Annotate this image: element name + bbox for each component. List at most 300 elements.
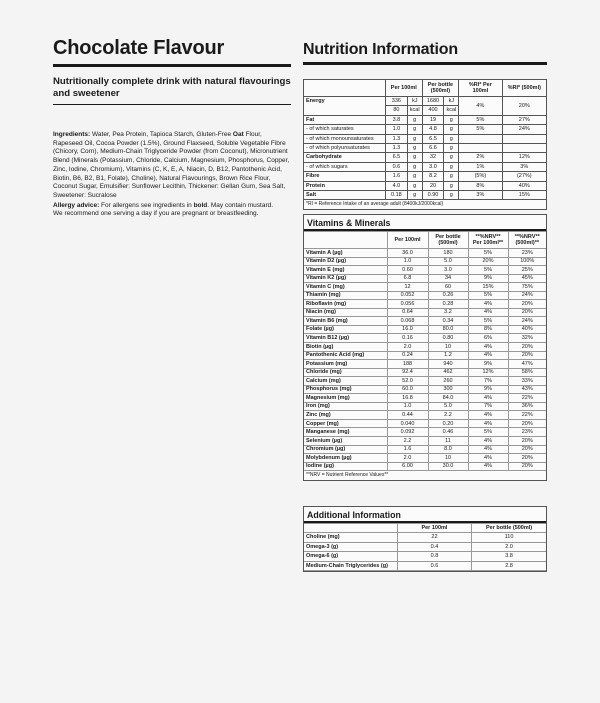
vitamin-per-100ml: 16.8 <box>387 394 428 403</box>
vitamin-per-100ml: 2.0 <box>387 343 428 352</box>
vitamin-label: Iodine (µg) <box>304 462 387 471</box>
vitamin-nrv-100ml: 4% <box>468 437 508 446</box>
additional-per-bottle: 2.8 <box>472 561 546 570</box>
nutrient-unit: g <box>407 191 422 200</box>
vitamin-nrv-bottle: 20% <box>508 300 546 309</box>
vitamin-label: Thiamin (mg) <box>304 291 387 300</box>
vitamin-row <box>304 351 546 360</box>
vitamin-per-bottle: 5.0 <box>428 402 468 411</box>
vitamin-nrv-bottle: 22% <box>508 394 546 403</box>
additional-per-100ml: 0.4 <box>397 542 471 551</box>
additional-label: Omega-6 (g) <box>304 552 397 561</box>
vitamin-nrv-100ml: 4% <box>468 411 508 420</box>
vitamin-per-100ml: 2.0 <box>387 454 428 463</box>
vitamin-label: Vitamin K2 (µg) <box>304 274 387 283</box>
header-cell: Per 100ml <box>387 232 428 249</box>
vitamin-label: Calcium (mg) <box>304 377 387 386</box>
vitamins-header-row <box>304 232 546 249</box>
allergy-post: . May contain mustard. <box>207 201 274 209</box>
vitamin-row <box>304 385 546 394</box>
ingredients-allergen: Oat <box>232 131 244 138</box>
nutrient-unit: g <box>444 172 459 181</box>
nutrient-unit: g <box>407 172 422 181</box>
vitamin-nrv-bottle: 24% <box>508 291 546 300</box>
additional-per-bottle: 110 <box>472 533 546 542</box>
nutrient-label: - of which saturates <box>304 125 386 134</box>
vitamins-table <box>304 231 546 471</box>
vitamin-nrv-bottle: 20% <box>508 445 546 454</box>
nutrient-row <box>304 181 547 190</box>
additional-row <box>304 542 546 551</box>
nutrient-unit: g <box>407 115 422 124</box>
nutrient-unit: g <box>444 181 459 190</box>
vitamins-minerals-panel <box>303 214 547 481</box>
nutrient-row <box>304 153 547 162</box>
vitamin-per-100ml: 0.24 <box>387 351 428 360</box>
additional-per-100ml: 22 <box>397 533 471 542</box>
nutrient-row <box>304 144 547 153</box>
additional-label: Medium-Chain Triglycerides (g) <box>304 561 397 570</box>
additional-row <box>304 561 546 570</box>
nutrient-label: Protein <box>304 181 386 190</box>
vitamin-per-bottle: 0.20 <box>428 419 468 428</box>
nutrient-per-100ml: 1.3 <box>385 144 407 153</box>
vitamin-nrv-100ml: 5% <box>468 317 508 326</box>
nutrient-ri-100ml: (5%) <box>459 172 502 181</box>
vitamin-row <box>304 291 546 300</box>
vitamin-label: Vitamin C (mg) <box>304 283 387 292</box>
vitamin-label: Iron (mg) <box>304 402 387 411</box>
vitamin-per-bottle: 80.0 <box>428 325 468 334</box>
additional-label: Choline (mg) <box>304 533 397 542</box>
vitamin-row <box>304 308 546 317</box>
additional-header-row <box>304 524 546 533</box>
vitamin-per-100ml: 0.64 <box>387 308 428 317</box>
nutrition-rule <box>303 62 547 65</box>
vitamin-nrv-100ml: 20% <box>468 257 508 266</box>
nutrient-per-bottle: 8.2 <box>422 172 444 181</box>
vitamin-label: Vitamin E (mg) <box>304 266 387 275</box>
vitamin-row <box>304 360 546 369</box>
vitamin-nrv-100ml: 5% <box>468 291 508 300</box>
header-cell: %RI* Per 100ml <box>459 80 502 97</box>
vitamin-per-100ml: 188 <box>387 360 428 369</box>
vitamin-nrv-bottle: 25% <box>508 266 546 275</box>
vitamin-nrv-100ml: 7% <box>468 402 508 411</box>
nutrient-per-100ml: 1.0 <box>385 125 407 134</box>
energy-kj-unit: kJ <box>444 97 459 106</box>
tagline-rule <box>53 104 291 105</box>
nutrient-per-100ml: 1.3 <box>385 134 407 143</box>
additional-table <box>304 523 546 571</box>
vitamin-per-100ml: 0.052 <box>387 291 428 300</box>
energy-kcal-unit: kcal <box>407 106 422 115</box>
vitamin-per-bottle: 940 <box>428 360 468 369</box>
vitamin-nrv-100ml: 7% <box>468 377 508 386</box>
vitamin-row <box>304 402 546 411</box>
energy-kcal-bottle: 400 <box>422 106 444 115</box>
additional-per-bottle: 3.8 <box>472 552 546 561</box>
allergy-advice <box>53 202 291 211</box>
title-rule <box>53 64 291 67</box>
additional-per-100ml: 0.6 <box>397 561 471 570</box>
vitamin-row <box>304 462 546 471</box>
nutrient-ri-100ml: 3% <box>459 191 502 200</box>
vitamin-per-bottle: 2.2 <box>428 411 468 420</box>
vitamin-row <box>304 317 546 326</box>
ingredients-pre: Water, Pea Protein, Tapioca Starch, Gluten-Free <box>90 131 233 138</box>
vitamin-label: Riboflavin (mg) <box>304 300 387 309</box>
additional-row <box>304 552 546 561</box>
vitamin-per-bottle: 34 <box>428 274 468 283</box>
additional-per-bottle: 2.0 <box>472 542 546 551</box>
recommendation: We recommend one serving a day if you are pregnant or breastfeeding. <box>53 210 259 218</box>
energy-label: Energy <box>304 97 386 116</box>
energy-kj-unit: kJ <box>407 97 422 106</box>
vitamin-per-bottle: 0.46 <box>428 428 468 437</box>
vitamin-nrv-100ml: 4% <box>468 454 508 463</box>
header-cell: **%NRV** Per 100ml** <box>468 232 508 249</box>
nutrient-ri-bottle: (27%) <box>502 172 546 181</box>
vitamin-row <box>304 300 546 309</box>
vitamin-row <box>304 249 546 258</box>
ingredients-post: Flour, Rapeseed Oil, Cocoa Powder (1.5%), Ground Flaxseed, Soluble Vegetable Fibre (Chicory, Corn), Medium-Chain Triglyceride Powder (from Coconut), Micronutrient Blend (Minerals (Potassium, Chloride, Calcium, Magnesium, Phosphorus, Copper, Zinc, Iodine, Chromium), Vitamins (C, K, E, A, Niacin, D, B12, Pantothenic Acid, Biotin, B6, B2, B1, Folate), Choline), Natural Flavourings, Brown Rice Flour, Coconut Sugar, Emulsifier: Sunflower Lecithin, Thickener: Gellan Gum, Sea Salt, Sweetener: Sucralose <box>53 131 290 199</box>
vitamin-per-bottle: 1.2 <box>428 351 468 360</box>
vitamin-nrv-100ml: 4% <box>468 308 508 317</box>
vitamin-label: Zinc (mg) <box>304 411 387 420</box>
vitamin-nrv-100ml: 4% <box>468 300 508 309</box>
vitamin-row <box>304 257 546 266</box>
vitamin-per-100ml: 16.0 <box>387 325 428 334</box>
vitamin-per-100ml: 60.0 <box>387 385 428 394</box>
vitamin-per-bottle: 3.0 <box>428 266 468 275</box>
vitamin-nrv-100ml: 12% <box>468 368 508 377</box>
vitamin-row <box>304 419 546 428</box>
nutrient-ri-bottle: 24% <box>502 125 546 134</box>
nutrient-per-bottle: 3.0 <box>422 162 444 171</box>
vitamin-nrv-100ml: 4% <box>468 419 508 428</box>
vitamin-per-100ml: 36.0 <box>387 249 428 258</box>
nutrient-unit: g <box>444 115 459 124</box>
vitamin-nrv-100ml: 8% <box>468 325 508 334</box>
vitamin-per-100ml: 12 <box>387 283 428 292</box>
header-cell <box>304 80 386 97</box>
vitamin-label: Pantothenic Acid (mg) <box>304 351 387 360</box>
vitamin-nrv-100ml: 5% <box>468 428 508 437</box>
nutrient-per-bottle: 20 <box>422 181 444 190</box>
nutrient-row <box>304 172 547 181</box>
additional-label: Omega-3 (g) <box>304 542 397 551</box>
nutrition-table <box>303 79 547 210</box>
vitamin-row <box>304 334 546 343</box>
energy-kj-100: 336 <box>385 97 407 106</box>
vitamin-per-100ml: 0.44 <box>387 411 428 420</box>
vitamin-row <box>304 343 546 352</box>
energy-ri-bottle: 20% <box>502 97 546 116</box>
nutrient-ri-bottle: 27% <box>502 115 546 124</box>
vitamin-per-100ml: 52.0 <box>387 377 428 386</box>
nutrient-unit: g <box>444 191 459 200</box>
nutrient-unit: g <box>407 153 422 162</box>
nutrition-body <box>304 115 547 200</box>
vitamin-nrv-bottle: 23% <box>508 428 546 437</box>
vitamin-per-bottle: 0.28 <box>428 300 468 309</box>
vitamin-nrv-100ml: 5% <box>468 266 508 275</box>
nutrient-label: Fibre <box>304 172 386 181</box>
ingredients-label: Ingredients: <box>53 131 91 138</box>
vitamin-row <box>304 394 546 403</box>
nutrient-unit: g <box>444 153 459 162</box>
vitamin-nrv-bottle: 33% <box>508 377 546 386</box>
nutrient-unit: g <box>407 125 422 134</box>
energy-kcal-100: 80 <box>385 106 407 115</box>
header-cell <box>304 524 397 533</box>
nutrient-ri-100ml: 1% <box>459 162 502 171</box>
vitamin-nrv-bottle: 23% <box>508 249 546 258</box>
nutrient-per-bottle: 4.8 <box>422 125 444 134</box>
vitamin-per-100ml: 1.0 <box>387 257 428 266</box>
vitamin-label: Vitamin D2 (µg) <box>304 257 387 266</box>
vitamin-nrv-100ml: 9% <box>468 385 508 394</box>
vitamin-label: Biotin (µg) <box>304 343 387 352</box>
nutrient-ri-100ml: 2% <box>459 153 502 162</box>
vitamin-per-bottle: 260 <box>428 377 468 386</box>
nutrient-per-100ml: 1.6 <box>385 172 407 181</box>
vitamin-per-100ml: 0.040 <box>387 419 428 428</box>
header-cell: Per 100ml <box>385 80 422 97</box>
vitamin-row <box>304 428 546 437</box>
vitamin-nrv-bottle: 20% <box>508 437 546 446</box>
nutrient-ri-bottle: 15% <box>502 191 546 200</box>
vitamin-per-100ml: 6.00 <box>387 462 428 471</box>
allergy-pre: For allergens see ingredients in <box>99 201 194 209</box>
nutrient-ri-100ml <box>459 144 502 153</box>
vitamin-nrv-100ml: 4% <box>468 462 508 471</box>
vitamin-nrv-bottle: 40% <box>508 325 546 334</box>
nutrient-unit: g <box>444 125 459 134</box>
vitamin-label: Molybdenum (µg) <box>304 454 387 463</box>
ingredients-text <box>53 131 291 201</box>
nutrient-label: - of which polyunsaturates <box>304 144 386 153</box>
vitamin-per-bottle: 180 <box>428 249 468 258</box>
vitamin-per-100ml: 0.092 <box>387 428 428 437</box>
nutrient-label: Carbohydrate <box>304 153 386 162</box>
nutrient-ri-100ml: 8% <box>459 181 502 190</box>
vitamin-per-bottle: 0.26 <box>428 291 468 300</box>
vitamin-row <box>304 325 546 334</box>
vitamin-row <box>304 266 546 275</box>
vitamin-nrv-bottle: 20% <box>508 308 546 317</box>
vitamin-per-100ml: 92.4 <box>387 368 428 377</box>
vitamin-per-100ml: 1.6 <box>387 445 428 454</box>
nutrient-unit: g <box>407 181 422 190</box>
vitamin-nrv-bottle: 20% <box>508 462 546 471</box>
vitamin-nrv-bottle: 100% <box>508 257 546 266</box>
vitamin-per-bottle: 11 <box>428 437 468 446</box>
header-cell: Per bottle (500ml) <box>422 80 459 97</box>
header-cell: Per bottle (500ml) <box>428 232 468 249</box>
header-cell <box>304 232 387 249</box>
vitamin-label: Folate (µg) <box>304 325 387 334</box>
nutrient-ri-100ml: 5% <box>459 125 502 134</box>
vitamins-title: Vitamins & Minerals <box>304 215 546 231</box>
energy-row-kj <box>304 97 547 106</box>
vitamin-label: Manganese (mg) <box>304 428 387 437</box>
nutrient-row <box>304 134 547 143</box>
vitamin-label: Niacin (mg) <box>304 308 387 317</box>
vitamin-nrv-bottle: 47% <box>508 360 546 369</box>
header-cell: Per bottle (500ml) <box>472 524 546 533</box>
additional-per-100ml: 0.8 <box>397 552 471 561</box>
vitamin-per-bottle: 84.0 <box>428 394 468 403</box>
vitamin-nrv-bottle: 20% <box>508 454 546 463</box>
vitamin-label: Vitamin B6 (mg) <box>304 317 387 326</box>
vitamin-label: Phosphorus (mg) <box>304 385 387 394</box>
vitamin-nrv-bottle: 20% <box>508 351 546 360</box>
allergy-label: Allergy advice: <box>53 201 100 209</box>
nutrient-label: Fat <box>304 115 386 124</box>
product-panel <box>53 36 291 219</box>
vitamin-per-bottle: 3.2 <box>428 308 468 317</box>
additional-panel <box>303 506 547 572</box>
nutrient-label: Salt <box>304 191 386 200</box>
vitamin-per-bottle: 300 <box>428 385 468 394</box>
header-cell: **%NRV** (500ml)** <box>508 232 546 249</box>
nutrient-ri-bottle: 40% <box>502 181 546 190</box>
vitamin-label: Chloride (mg) <box>304 368 387 377</box>
vitamin-per-bottle: 10 <box>428 343 468 352</box>
additional-row <box>304 533 546 542</box>
vitamin-row <box>304 283 546 292</box>
nutrient-per-bottle: 6.5 <box>422 134 444 143</box>
vitamin-per-bottle: 0.34 <box>428 317 468 326</box>
vitamin-per-bottle: 10 <box>428 454 468 463</box>
vitamin-per-100ml: 0.068 <box>387 317 428 326</box>
nutrient-per-100ml: 0.6 <box>385 162 407 171</box>
nutrient-label: - of which monounsaturates <box>304 134 386 143</box>
vitamin-per-100ml: 0.60 <box>387 266 428 275</box>
vitamin-per-bottle: 462 <box>428 368 468 377</box>
nutrient-unit: g <box>407 144 422 153</box>
nutrient-row <box>304 125 547 134</box>
nutrition-header-row <box>304 80 547 97</box>
nutrient-per-100ml: 0.18 <box>385 191 407 200</box>
vitamin-per-100ml: 6.8 <box>387 274 428 283</box>
nutrient-ri-bottle: 12% <box>502 153 546 162</box>
vitamin-nrv-100ml: 5% <box>468 249 508 258</box>
vitamin-per-100ml: 1.0 <box>387 402 428 411</box>
vitamin-per-bottle: 5.0 <box>428 257 468 266</box>
vitamin-per-bottle: 30.0 <box>428 462 468 471</box>
nutrition-footnote-row <box>304 200 547 209</box>
nutrient-ri-bottle: 3% <box>502 162 546 171</box>
vitamin-nrv-bottle: 43% <box>508 385 546 394</box>
energy-ri-100: 4% <box>459 97 502 116</box>
vitamin-label: Magnesium (mg) <box>304 394 387 403</box>
vitamin-row <box>304 274 546 283</box>
product-tagline: Nutritionally complete drink with natural flavourings and sweetener <box>53 76 291 99</box>
vitamin-nrv-100ml: 9% <box>468 360 508 369</box>
vitamin-nrv-100ml: 4% <box>468 351 508 360</box>
additional-title: Additional Information <box>304 507 546 523</box>
vitamin-per-100ml: 2.2 <box>387 437 428 446</box>
nutrient-per-bottle: 6.6 <box>422 144 444 153</box>
vitamin-row <box>304 368 546 377</box>
vitamin-row <box>304 411 546 420</box>
nutrient-ri-bottle <box>502 144 546 153</box>
vitamin-row <box>304 454 546 463</box>
vitamin-nrv-100ml: 9% <box>468 274 508 283</box>
vitamin-label: Vitamin B12 (µg) <box>304 334 387 343</box>
vitamin-per-bottle: 0.80 <box>428 334 468 343</box>
vitamin-row <box>304 445 546 454</box>
header-cell: Per 100ml <box>397 524 471 533</box>
nutrient-per-100ml: 6.5 <box>385 153 407 162</box>
nutrient-per-100ml: 3.8 <box>385 115 407 124</box>
vitamins-footnote: **NRV = Nutrient Reference Values** <box>306 472 389 479</box>
vitamin-nrv-100ml: 6% <box>468 334 508 343</box>
nutrient-per-bottle: 19 <box>422 115 444 124</box>
energy-kj-bottle: 1680 <box>422 97 444 106</box>
nutrient-row <box>304 191 547 200</box>
nutrient-ri-bottle <box>502 134 546 143</box>
header-cell: %RI* (500ml) <box>502 80 546 97</box>
vitamin-label: Copper (mg) <box>304 419 387 428</box>
nutrient-per-bottle: 32 <box>422 153 444 162</box>
vitamin-nrv-bottle: 20% <box>508 419 546 428</box>
nutrient-row <box>304 115 547 124</box>
vitamins-body <box>304 249 546 471</box>
nutrient-unit: g <box>444 162 459 171</box>
nutrient-unit: g <box>444 144 459 153</box>
product-title: Chocolate Flavour <box>53 37 225 59</box>
vitamin-per-bottle: 8.0 <box>428 445 468 454</box>
energy-kcal-unit: kcal <box>444 106 459 115</box>
additional-body <box>304 533 546 571</box>
vitamin-nrv-bottle: 58% <box>508 368 546 377</box>
vitamin-nrv-bottle: 45% <box>508 274 546 283</box>
nutrient-unit: g <box>407 162 422 171</box>
vitamin-nrv-bottle: 32% <box>508 334 546 343</box>
nutrient-unit: g <box>407 134 422 143</box>
vitamin-nrv-bottle: 24% <box>508 317 546 326</box>
nutrition-title: Nutrition Information <box>303 41 458 58</box>
vitamin-nrv-100ml: 4% <box>468 394 508 403</box>
vitamin-nrv-100ml: 4% <box>468 343 508 352</box>
vitamin-label: Chromium (µg) <box>304 445 387 454</box>
nutrient-per-100ml: 4.0 <box>385 181 407 190</box>
vitamin-per-bottle: 60 <box>428 283 468 292</box>
vitamin-per-100ml: 0.056 <box>387 300 428 309</box>
vitamin-nrv-bottle: 36% <box>508 402 546 411</box>
vitamin-label: Vitamin A (µg) <box>304 249 387 258</box>
vitamin-per-100ml: 0.16 <box>387 334 428 343</box>
vitamin-nrv-100ml: 4% <box>468 445 508 454</box>
nutrient-label: - of which sugars <box>304 162 386 171</box>
vitamin-label: Selenium (µg) <box>304 437 387 446</box>
nutrition-footnote: *RI = Reference Intake of an average adult (8400kJ/2000kcal) <box>304 200 547 209</box>
vitamin-row <box>304 437 546 446</box>
vitamin-nrv-bottle: 22% <box>508 411 546 420</box>
nutrient-per-bottle: 0.90 <box>422 191 444 200</box>
vitamin-nrv-bottle: 75% <box>508 283 546 292</box>
vitamin-nrv-bottle: 20% <box>508 343 546 352</box>
nutrient-unit: g <box>444 134 459 143</box>
vitamin-nrv-100ml: 15% <box>468 283 508 292</box>
vitamin-row <box>304 377 546 386</box>
vitamin-label: Potassium (mg) <box>304 360 387 369</box>
nutrition-header <box>303 40 547 65</box>
